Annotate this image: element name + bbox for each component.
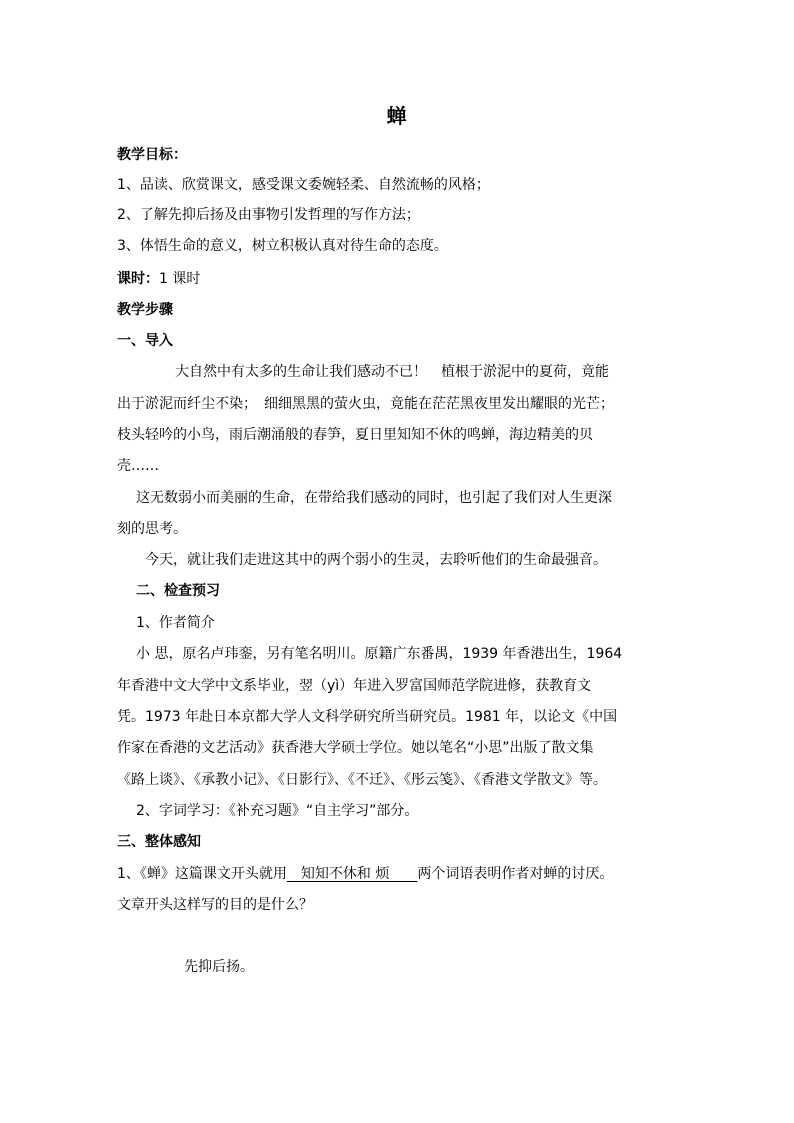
objective-2: 2、了解先抑后扬及由事物引发哲理的写作方法； — [117, 207, 420, 223]
period-value: 1 课时 — [159, 271, 201, 287]
question-1 — [117, 864, 613, 884]
intro-paragraph-line: 壳…… — [117, 458, 159, 474]
steps-heading: 教学步骤 — [117, 302, 173, 318]
intro-paragraph-line: 大自然中有太多的生命让我们感动不已！ 植根于淤泥中的夏荷，竟能 — [175, 364, 609, 380]
question-1-prefix: 1、《蝉》这篇课文开头就用 — [117, 866, 287, 882]
intro-paragraph-3: 今天，就让我们走进这其中的两个弱小的生灵，去聆听他们的生命最强音。 — [145, 552, 607, 568]
intro-paragraph-2-line: 这无数弱小而美丽的生命，在带给我们感动的同时，也引起了我们对人生更深 — [136, 490, 612, 506]
class-period — [117, 269, 200, 289]
section-1-heading: 一、导入 — [117, 333, 173, 349]
question-1-answer: 先抑后扬。 — [184, 959, 254, 975]
period-label: 课时： — [117, 271, 159, 287]
author-bio-line: 《路上谈》、《承教小记》、《日影行》、《不迁》、《彤云笺》、《香港文学散文》等。 — [117, 772, 607, 788]
section-2-heading: 二、检查预习 — [136, 583, 220, 599]
question-1-line-2: 文章开头这样写的目的是什么？ — [117, 897, 313, 913]
author-bio-line: 凭。1973 年赴日本京都大学人文科学研究所当研究员。1981 年，以论文《中国 — [117, 709, 618, 725]
author-bio-line: 作家在香港的文艺活动》获香港大学硕士学位。她以笔名“小思”出版了散文集 — [117, 740, 594, 756]
page-title: 蝉 — [386, 104, 408, 128]
intro-paragraph-line: 枝头轻吟的小鸟，雨后潮涌般的春笋，夏日里知知不休的鸣蝉，海边精美的贝 — [117, 427, 593, 443]
author-intro-heading: 1、作者简介 — [136, 615, 215, 631]
author-bio-line: 年香港中文大学中文系毕业，翌（yì）年进入罗富国师范学院进修，获教育文 — [117, 678, 592, 694]
question-1-answer-blank: 知知不休和 烦 — [286, 866, 418, 882]
vocabulary-study: 2、字词学习：《补充习题》“自主学习”部分。 — [136, 803, 419, 819]
objectives-heading: 教学目标： — [117, 147, 187, 163]
objective-3: 3、体悟生命的意义，树立积极认真对待生命的态度。 — [117, 238, 448, 254]
section-3-heading: 三、整体感知 — [117, 834, 201, 850]
intro-paragraph-2-line: 刻的思考。 — [117, 521, 187, 537]
author-bio-line: 小 思，原名卢玮銮，另有笔名明川。原籍广东番禺，1939 年香港出生，1964 — [136, 646, 623, 662]
question-1-suffix: 两个词语表明作者对蝉的讨厌。 — [417, 866, 614, 882]
objective-1: 1、品读、欣赏课文，感受课文委婉轻柔、自然流畅的风格； — [117, 177, 490, 193]
intro-paragraph-line: 出于淤泥而纤尘不染； 细细黑黑的萤火虫，竟能在茫茫黑夜里发出耀眼的光芒； — [117, 396, 614, 412]
